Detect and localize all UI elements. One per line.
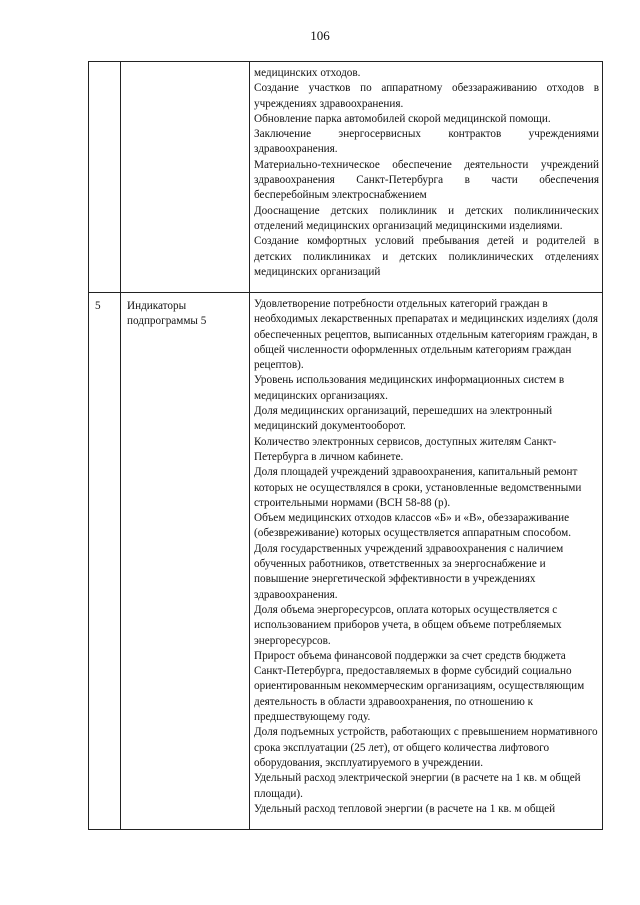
page-number: 106 [310,28,330,43]
table-row [89,62,603,293]
list-item: Доля подъемных устройств, работающих с превышением нормативного срока эксплуатации (25 лет), от общего количества лифтового оборудования, эксплуатируемого в учреждении. [254,726,598,769]
list-item: Уровень использования медицинских информационных систем в медицинских организациях. [254,374,565,402]
list-item: Объем медицинских отходов классов «Б» и «В», обеззараживание (обезвреживание) которых осуществляется аппаратным способом. [254,512,572,540]
table-row [89,293,603,830]
list-item: Удовлетворение потребности отдельных категорий граждан в необходимых лекарственных препаратах и медицинских изделиях (доля обеспеченных рецептов, выписанных отдельным категориям граждан, в общей численности оформленных отдельным категориям граждан рецептов). [254,298,599,372]
list-item: Обновление парка автомобилей скорой медицинской помощи. [254,112,551,125]
row-name: Индикаторы подпрограммы 5 [121,293,250,830]
list-item: Доля медицинских организаций, перешедших на электронный медицинский документооборот. [254,405,553,433]
list-item: Создание комфортных условий пребывания детей и родителей в детских поликлиниках и детских поликлинических отделениях медицинских организаций [254,235,599,278]
program-table [88,61,603,830]
row-number [89,62,121,293]
list-item: Удельный расход тепловой энергии (в расчете на 1 кв. м общей [254,802,556,815]
list-item: Удельный расход электрической энергии (в расчете на 1 кв. м общей площади). [254,772,581,800]
list-item: Доля площадей учреждений здравоохранения, капитальный ремонт которых не осуществлялся в сроки, установленные ведомственными строительными нормами (ВСН 58-88 (р). [254,466,582,509]
list-item: Доля государственных учреждений здравоохранения с наличием обученных работников, ответственных за энергоснабжение и повышение энергетической эффективности в учреждениях здравоохранения. [254,542,564,601]
list-item: Прирост объема финансовой поддержки за счет средств бюджета Санкт-Петербурга, предоставляемых в форме субсидий социально ориентированным некоммерческим организациям, осуществляющим деятельность в области здравоохранения, по отношению к предшествующему году. [254,649,585,724]
list-item: Доля объема энергоресурсов, оплата которых осуществляется с использованием приборов учета, в общем объеме потребляемых энергоресурсов. [254,603,562,647]
list-item: Дооснащение детских поликлиник и детских поликлинических отделений медицинских организаций медицинскими изделиями. [254,204,599,232]
row-number: 5 [89,293,121,830]
row-content [250,62,603,293]
list-item: Количество электронных сервисов, доступных жителям Санкт-Петербурга в личном кабинете. [254,435,557,463]
row-content [250,293,603,830]
list-item: Материально-техническое обеспечение деятельности учреждений здравоохранения Санкт-Петербурга в части обеспечения бесперебойным электроснабжением [254,158,599,202]
row-name [121,62,250,293]
list-item: медицинских отходов. [254,67,361,79]
list-item: Создание участков по аппаратному обеззараживанию отходов в учреждениях здравоохранения. [254,82,599,110]
list-item: Заключение энергосервисных контрактов учреждениями здравоохранения. [254,128,599,156]
